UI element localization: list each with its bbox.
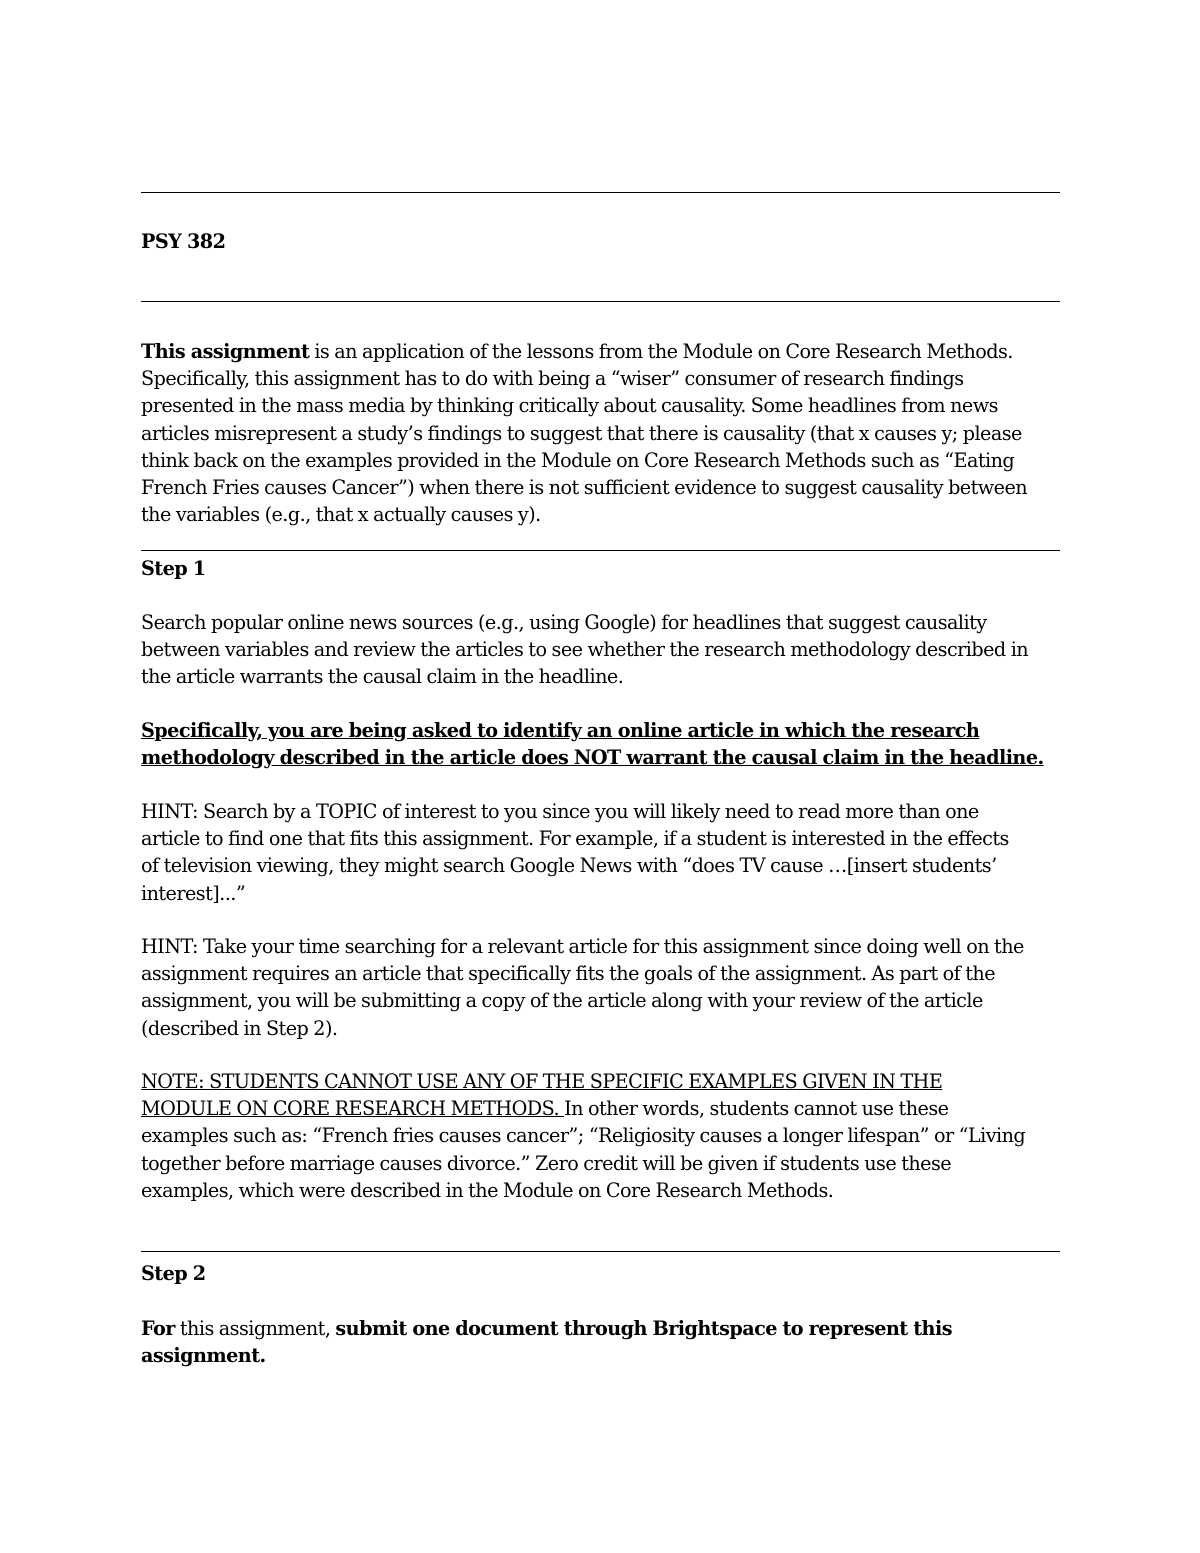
hint-line: of television viewing, they might search Google News with “does TV cause …[insert students’ [141, 854, 997, 878]
intro-line: French Fries causes Cancer”) when there is not sufficient evidence to suggest causality between [141, 476, 1028, 500]
horizontal-rule [141, 301, 1060, 302]
hint-topic [141, 798, 1066, 907]
horizontal-rule [141, 192, 1060, 193]
instruction-line: between variables and review the articles to see whether the research methodology described in [141, 638, 1029, 662]
hint-line: assignment, you will be submitting a copy of the article along with your review of the article [141, 989, 983, 1013]
step1-heading: Step 1 [141, 557, 206, 580]
note-paragraph [141, 1068, 1066, 1204]
note-warning: MODULE ON CORE RESEARCH METHODS. [141, 1097, 565, 1121]
step1-instructions [141, 609, 1066, 691]
hint-line: interest]...” [141, 881, 246, 905]
intro-line: This assignment is an application of the lessons from the Module on Core Research Methods. [141, 340, 1013, 363]
hint-time [141, 933, 1066, 1042]
intro-line: articles misrepresent a study’s findings to suggest that there is causality (that x causes y; please [141, 421, 1022, 445]
horizontal-rule [141, 550, 1060, 551]
step2-instructions [141, 1315, 1066, 1369]
instruction-line: the article warrants the causal claim in the headline. [141, 665, 624, 689]
note-line: together before marriage causes divorce.” Zero credit will be given if students use these [141, 1151, 952, 1175]
step2-heading: Step 2 [141, 1262, 206, 1285]
intro-line: Specifically, this assignment has to do with being a “wiser” consumer of research findings [141, 367, 964, 391]
step2-line: For this assignment, submit one document through Brightspace to represent this [141, 1317, 952, 1340]
intro-line: think back on the examples provided in the Module on Core Research Methods such as “Eating [141, 448, 1015, 472]
intro-line: the variables (e.g., that x actually causes y). [141, 503, 541, 527]
hint-line: HINT: Take your time searching for a relevant article for this assignment since doing well on the [141, 935, 1024, 958]
step2-line: assignment. [141, 1344, 266, 1368]
course-code: PSY 382 [141, 230, 226, 253]
hint-line: HINT: Search by a TOPIC of interest to you since you will likely need to read more than one [141, 800, 979, 823]
intro-line: presented in the mass media by thinking critically about causality. Some headlines from news [141, 394, 998, 418]
note-line: MODULE ON CORE RESEARCH METHODS. In other words, students cannot use these [141, 1097, 949, 1121]
note-line: examples, which were described in the Module on Core Research Methods. [141, 1178, 834, 1202]
instruction-line: Search popular online news sources (e.g., using Google) for headlines that suggest causality [141, 611, 987, 634]
hint-line: (described in Step 2). [141, 1016, 338, 1040]
note-line [141, 1068, 1066, 1095]
emphasis-line: methodology described in the article does NOT warrant the causal claim in the headline. [141, 746, 1044, 770]
intro-paragraph [141, 338, 1066, 528]
intro-lead: This assignment [141, 340, 310, 363]
step1-emphasis [141, 717, 1066, 771]
note-line: examples such as: “French fries causes cancer”; “Religiosity causes a longer lifespan” or “Living [141, 1124, 1026, 1148]
hint-line: assignment requires an article that specifically fits the goals of the assignment. As part of the [141, 962, 996, 986]
emphasis-line: Specifically, you are being asked to identify an online article in which the research [141, 719, 980, 742]
horizontal-rule [141, 1251, 1060, 1252]
note-warning: NOTE: STUDENTS CANNOT USE ANY OF THE SPECIFIC EXAMPLES GIVEN IN THE [141, 1070, 943, 1093]
hint-line: article to find one that fits this assignment. For example, if a student is interested in the effects [141, 827, 1009, 851]
